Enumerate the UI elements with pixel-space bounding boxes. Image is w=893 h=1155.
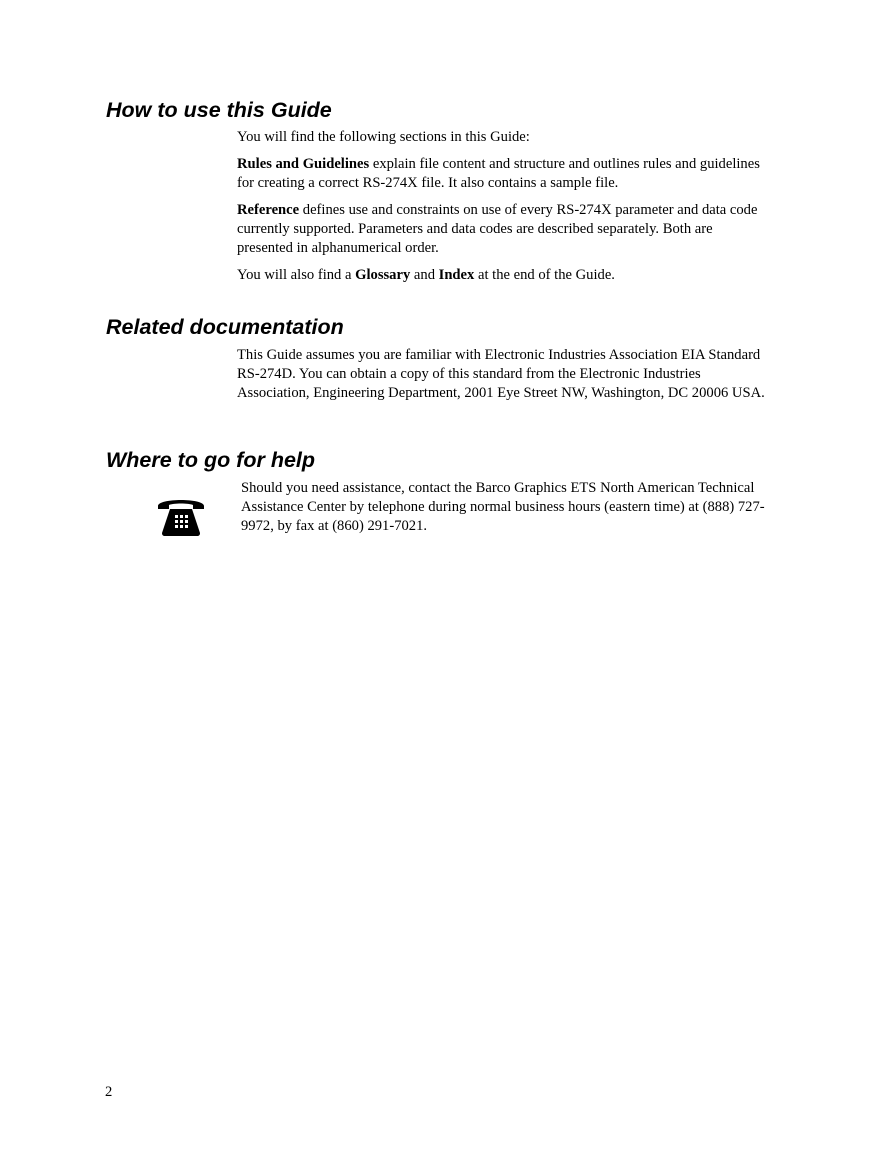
also-suffix: at the end of the Guide. <box>474 267 615 283</box>
heading-where-to-go-for-help: Where to go for help <box>106 448 316 472</box>
glossary-index-paragraph <box>237 266 767 285</box>
rules-term: Rules and Guidelines <box>237 156 370 172</box>
rules-paragraph <box>237 155 767 193</box>
telephone-icon <box>155 494 207 536</box>
index-term: Index <box>438 267 475 283</box>
help-paragraph: Should you need assistance, contact the Barco Graphics ETS North American Technical Assistance Center by telephone during normal business hours (eastern time) at (888) 727-9972, by fax at (860) 291-7021. <box>241 480 765 534</box>
related-documentation-body <box>237 346 767 403</box>
heading-how-to-use: How to use this Guide <box>106 98 332 122</box>
reference-paragraph <box>237 201 767 258</box>
page-number: 2 <box>105 1084 113 1100</box>
reference-term: Reference <box>237 202 300 218</box>
reference-text: defines use and constraints on use of every RS-274X parameter and data code currently supported. Parameters and data codes are described separately. Both are presented in alphanumerical order. <box>237 202 758 256</box>
how-to-use-body <box>237 128 767 285</box>
glossary-term: Glossary <box>355 267 411 283</box>
rules-text: explain file content and structure and outlines rules and guidelines for creating a correct RS-274X file. It also contains a sample file. <box>237 156 760 191</box>
heading-related-documentation: Related documentation <box>106 315 344 339</box>
where-to-go-body <box>241 479 771 536</box>
also-and: and <box>410 267 439 283</box>
related-paragraph: This Guide assumes you are familiar with Electronic Industries Association EIA Standard RS-274D. You can obtain a copy of this standard from the Electronic Industries Association, Engineering Department, 2001 Eye Street NW, Washington, DC 20006 USA. <box>237 347 765 401</box>
also-prefix: You will also find a <box>237 267 356 283</box>
intro-paragraph: You will find the following sections in this Guide: <box>237 129 530 145</box>
